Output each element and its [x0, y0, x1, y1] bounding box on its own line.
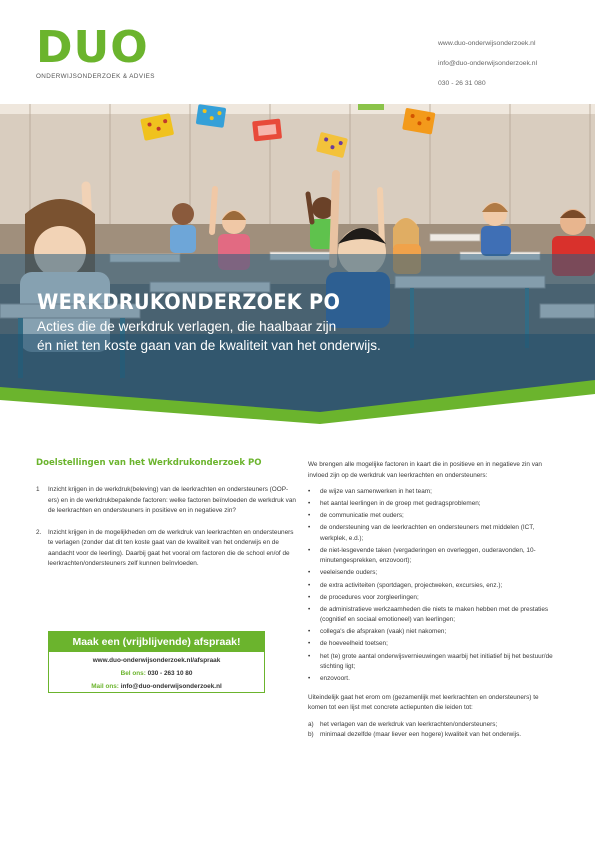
list-item: • de communicatie met ouders; [308, 511, 558, 522]
list-item: • de ondersteuning van de leerkrachten en ondersteuners met middelen (ICT, werkplek, e.d.); [308, 523, 558, 544]
list-item: • de administratieve werkzaamheden die niets te maken hebben met de prestaties (cognitief en sociaal emotioneel) van leerlingen; [308, 605, 558, 626]
hero-subtitle-line: Acties die de werkdruk verlagen, die haalbaar zijn [37, 319, 337, 334]
list-item [308, 730, 558, 741]
hero-subtitle-line: én niet ten koste gaan van de kwaliteit van het onderwijs. [37, 337, 381, 353]
list-item: • het aantal leerlingen in de groep met gedragsproblemen; [308, 499, 558, 510]
goals-list [36, 485, 298, 570]
contact-phone: 030 - 26 31 080 [438, 80, 486, 87]
list-item: • de wijze van samenwerken in het team; [308, 487, 558, 498]
list-text: het verlagen van de werkdruk van leerkrachten/ondersteuners; [320, 720, 498, 728]
list-item [36, 485, 298, 517]
mail-label: Mail ons: [91, 683, 119, 690]
classroom-photo [0, 104, 595, 424]
list-letter: a) [308, 720, 314, 728]
call-label: Bel ons: [120, 670, 146, 677]
list-item: • het (te) grote aantal onderwijsvernieuwingen waarbij het initiatief bij het bestuur/de stichting ligt; [308, 652, 558, 673]
appointment-title: Maak een (vrijblijvende) afspraak! [49, 632, 264, 652]
factors-list [308, 487, 558, 685]
list-item: • de extra activiteiten (sportdagen, projectweken, excursies, enz.); [308, 581, 558, 592]
appointment-box [48, 631, 265, 693]
logo-wordmark: DUO [36, 22, 149, 73]
list-text: minimaal dezelfde (maar liever een hogere) kwaliteit van het onderwijs. [320, 731, 522, 739]
contact-website[interactable]: www.duo-onderwijsonderzoek.nl [438, 40, 536, 47]
appointment-mail [49, 680, 264, 693]
list-number: 2. [36, 528, 42, 536]
goals-section [36, 458, 298, 581]
list-item [36, 528, 298, 570]
outcomes-intro: Uiteindelijk gaat het erom om (gezamenlijk met leerkrachten en ondersteuners) te komen tot een lijst met concrete actiepunten die leiden tot: [308, 693, 539, 712]
list-item: • veeleisende ouders; [308, 568, 558, 579]
goals-heading: Doelstellingen van het Werkdrukonderzoek PO [36, 458, 262, 468]
hero-title: WERKDRUKONDERZOEK PO [37, 290, 341, 314]
contact-block [438, 34, 537, 94]
logo-tagline: ONDERWIJSONDERZOEK & ADVIES [36, 73, 155, 80]
list-text: Inzicht krijgen in de werkdruk(beleving) van de leerkrachten en ondersteuners (OOP-ers) en in de werkdrukbepalende factoren: welke factoren beïnvloeden de werkdruk van de leerkrachten en ondersteuners in positieve en in negatieve zin? [48, 486, 296, 514]
call-value[interactable]: 030 - 263 10 80 [147, 670, 193, 677]
hero-banner [0, 104, 595, 424]
contact-email[interactable]: info@duo-onderwijsonderzoek.nl [438, 60, 538, 67]
hero-subtitle [37, 318, 457, 355]
list-item: • de niet-lesgevende taken (vergaderingen en overleggen, ouderavonden, 10-minutengesprekken, enzovoort); [308, 546, 558, 567]
list-item [308, 720, 558, 731]
mail-value[interactable]: info@duo-onderwijsonderzoek.nl [120, 683, 222, 690]
list-item: • collega's die afspraken (vaak) niet nakomen; [308, 627, 558, 638]
outcomes-list [308, 720, 558, 741]
list-text: Inzicht krijgen in de mogelijkheden om de werkdruk van leerkrachten en ondersteuners te verlagen (zonder dat dit ten koste gaat van de kwaliteit van het onderwijs en de aandacht voor de leerling). Daarbij gaat het vooral om factoren die de school en/of de leerkrachten/ondersteuners zelf kunnen beïnvloeden. [48, 528, 294, 567]
factors-intro: We brengen alle mogelijke factoren in kaart die in positieve en in negatieve zin van invloed zijn op de werkdruk van leerkrachten en ondersteuners: [308, 461, 542, 479]
list-item: • de procedures voor zorgleerlingen; [308, 593, 558, 604]
list-item: • enzovoort. [308, 674, 558, 685]
list-letter: b) [308, 731, 314, 739]
factors-section [308, 460, 558, 741]
list-number: 1 [36, 486, 40, 493]
list-item: • de hoeveelheid toetsen; [308, 639, 558, 650]
appointment-url[interactable]: www.duo-onderwijsonderzoek.nl/afspraak [92, 657, 221, 664]
appointment-phone [49, 667, 264, 680]
duo-logo [36, 22, 155, 80]
